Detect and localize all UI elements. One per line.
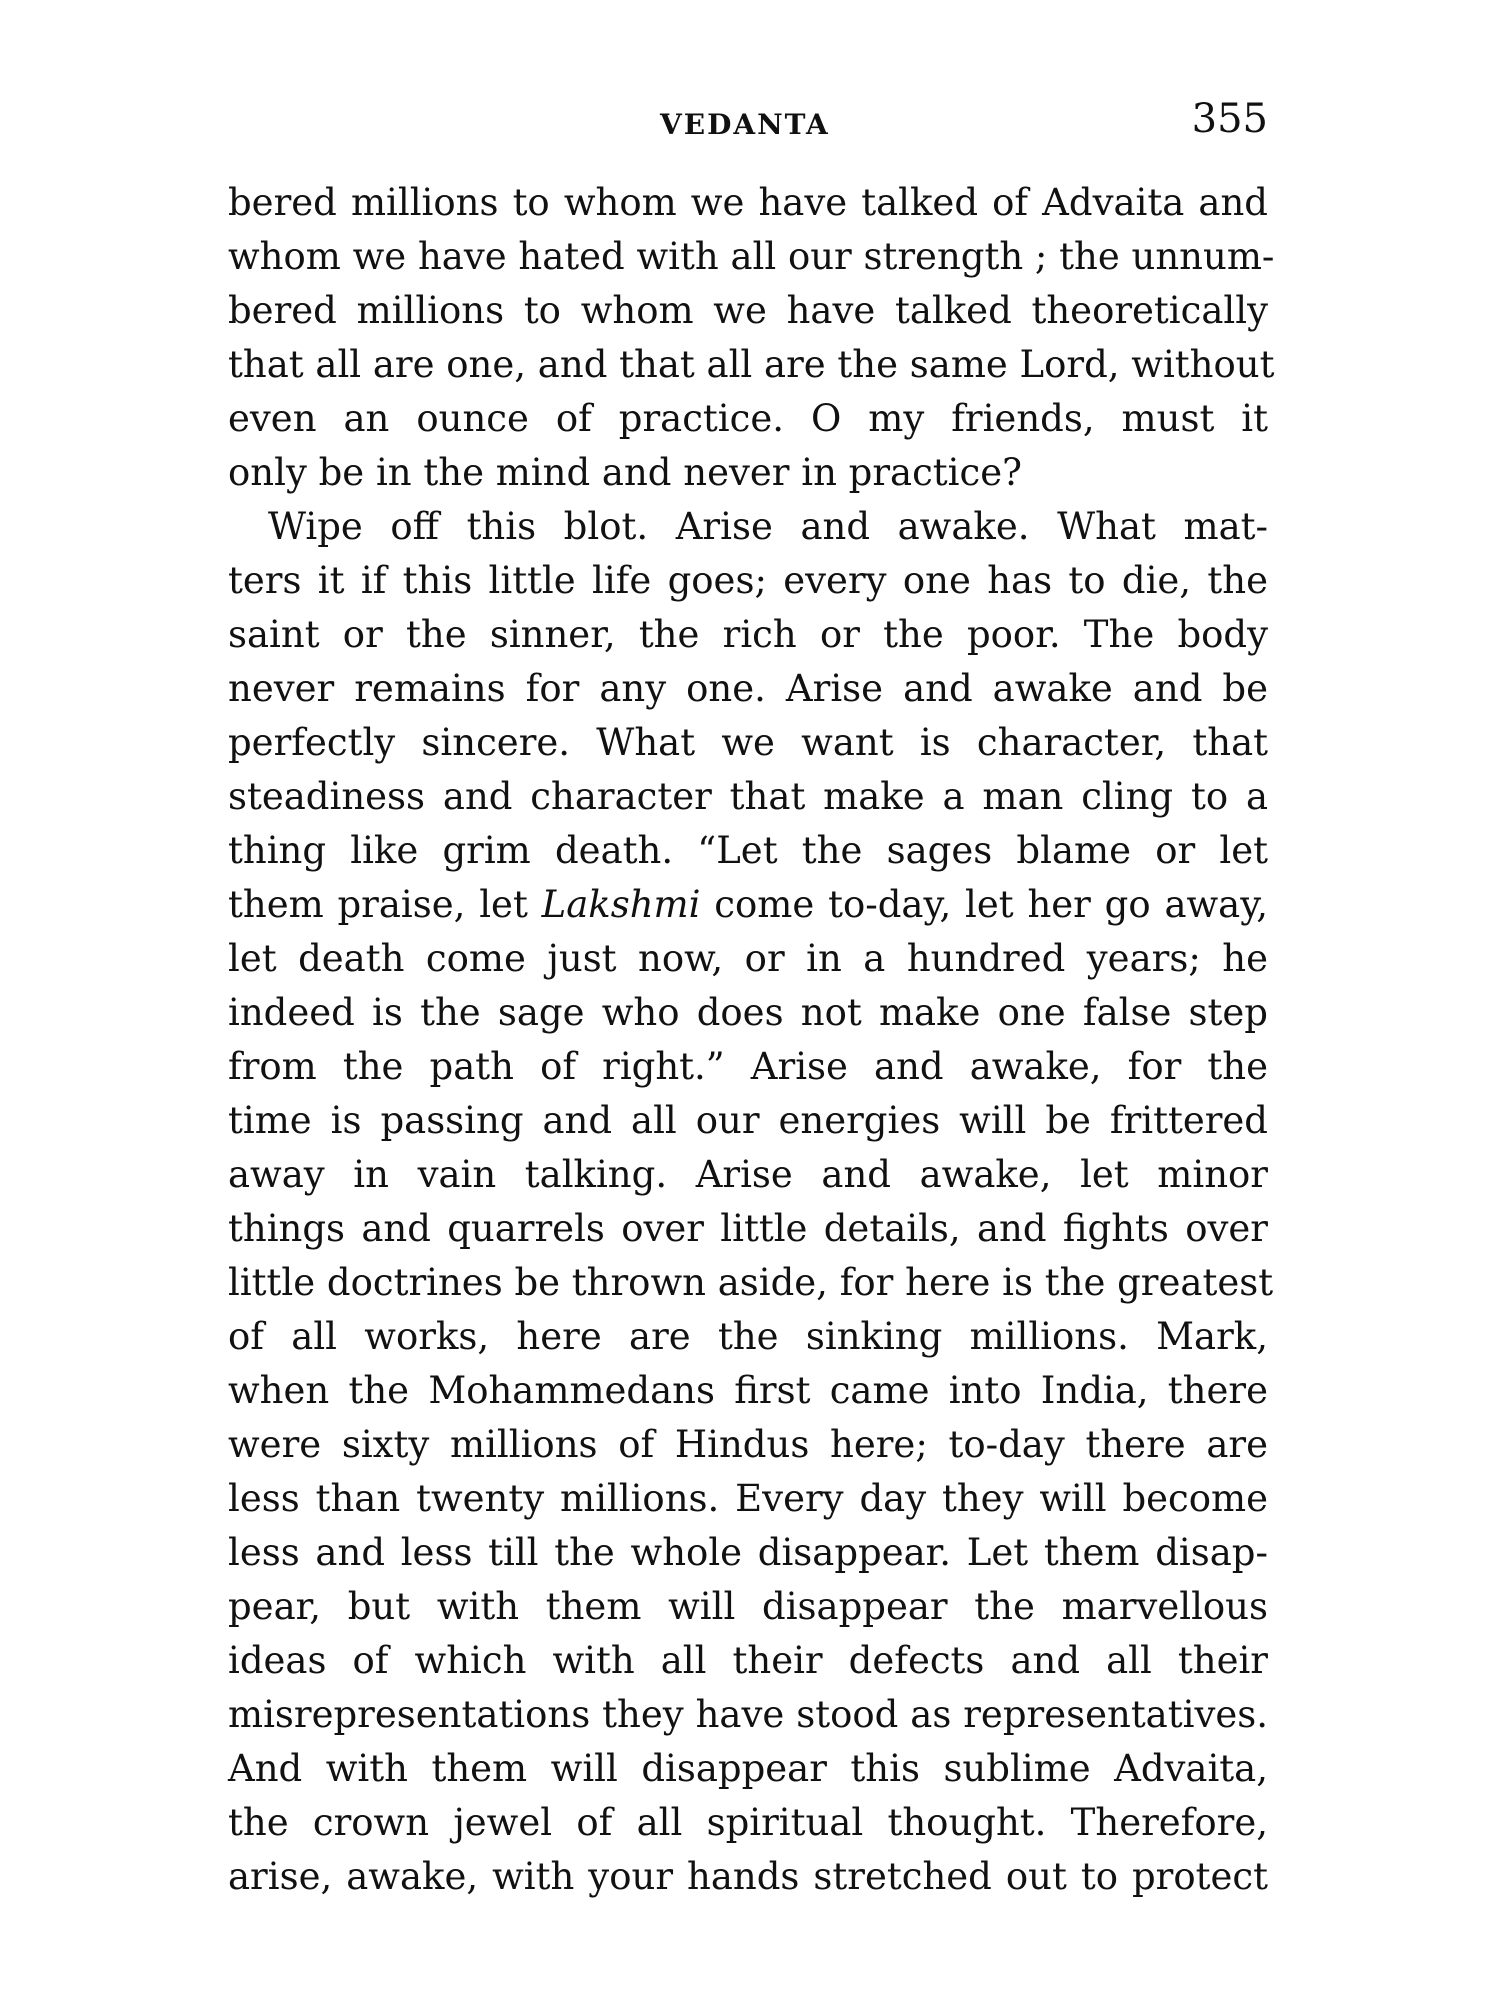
text-line: whom we have hated with all our strength ; the unnum- [228, 235, 1275, 278]
text-line: misrepresentations they have stood as representatives. [228, 1693, 1268, 1736]
body-text [228, 176, 1275, 1904]
text-line: that all are one, and that all are the same Lord, without [228, 343, 1275, 386]
text-line: only be in the mind and never in practice? [228, 451, 1022, 494]
italic-name-lakshmi: Lakshmi [541, 883, 701, 926]
text-line: perfectly sincere. What we want is character, that [228, 721, 1268, 764]
text-line: Wipe off this blot. Arise and awake. What mat- [268, 505, 1268, 548]
text-line: let death come just now, or in a hundred years; he [228, 937, 1268, 980]
text-line: from the path of right.” Arise and awake, for the [228, 1045, 1268, 1088]
text-line: were sixty millions of Hindus here; to-day there are [228, 1423, 1268, 1466]
text-line-lakshmi [228, 878, 1268, 932]
text-segment: them praise, let [228, 883, 542, 926]
text-line: indeed is the sage who does not make one false step [228, 991, 1268, 1034]
text-line: arise, awake, with your hands stretched out to protect [228, 1855, 1268, 1898]
text-line: bered millions to whom we have talked theoretically [228, 289, 1268, 332]
text-line: saint or the sinner, the rich or the poor. The body [228, 613, 1268, 656]
text-line: less and less till the whole disappear. Let them disap- [228, 1531, 1268, 1574]
text-line: And with them will disappear this sublime Advaita, [228, 1747, 1268, 1790]
text-line: thing like grim death. “Let the sages blame or let [228, 829, 1268, 872]
text-line: even an ounce of practice. O my friends, must it [228, 397, 1268, 440]
text-segment: come to-day, let her go away, [700, 883, 1268, 926]
page-number: 355 [1191, 96, 1268, 142]
text-line: of all works, here are the sinking millions. Mark, [228, 1315, 1268, 1358]
text-line: bered millions to whom we have talked of Advaita and [228, 181, 1268, 224]
text-line: never remains for any one. Arise and awake and be [228, 667, 1268, 710]
running-head: VEDANTA [660, 108, 830, 141]
text-line: ideas of which with all their defects and all their [228, 1639, 1268, 1682]
text-line: steadiness and character that make a man cling to a [228, 775, 1268, 818]
text-line: little doctrines be thrown aside, for here is the greatest [228, 1261, 1274, 1304]
paragraph-2 [228, 500, 1274, 1904]
text-line: things and quarrels over little details, and fights over [228, 1207, 1268, 1250]
text-line: less than twenty millions. Every day they will become [228, 1477, 1268, 1520]
text-line: away in vain talking. Arise and awake, let minor [228, 1153, 1268, 1196]
text-line: the crown jewel of all spiritual thought. Therefore, [228, 1801, 1268, 1844]
text-line: pear, but with them will disappear the marvellous [228, 1585, 1268, 1628]
text-line: ters it if this little life goes; every one has to die, the [228, 559, 1268, 602]
text-line: when the Mohammedans first came into India, there [228, 1369, 1268, 1412]
paragraph-1 [228, 176, 1275, 500]
text-line: time is passing and all our energies will be frittered [228, 1099, 1268, 1142]
